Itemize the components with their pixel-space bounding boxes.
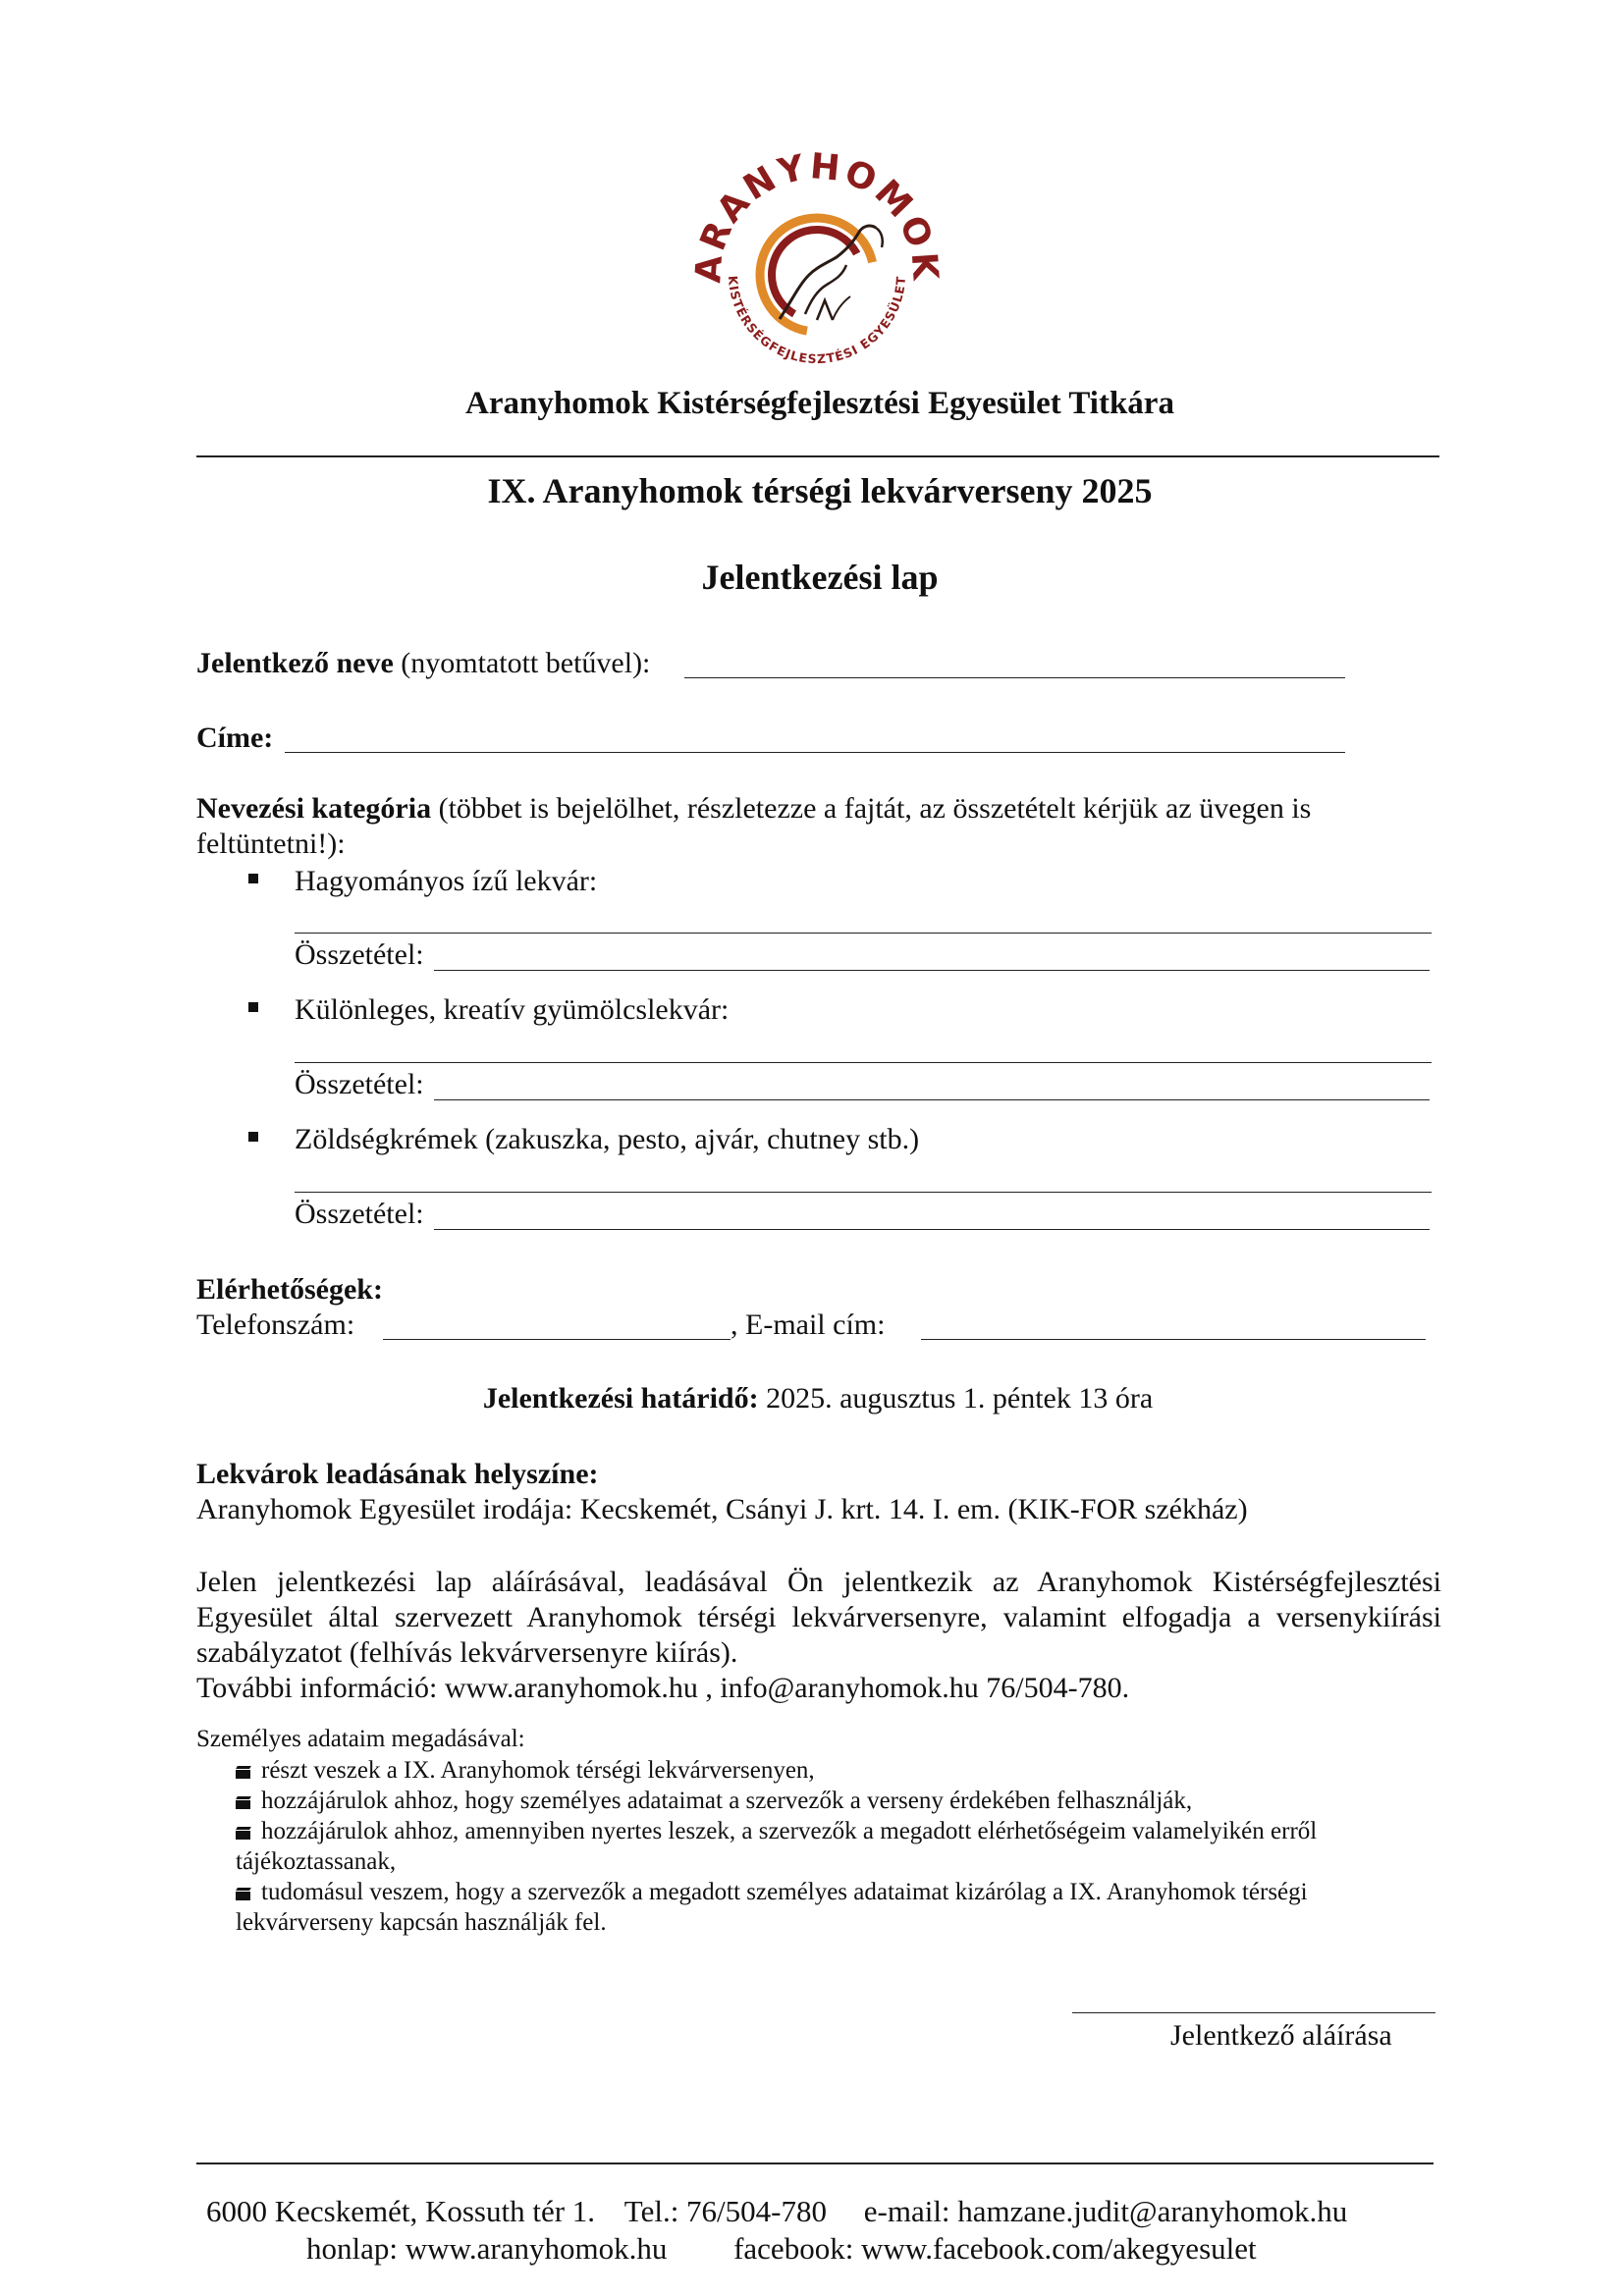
footer-line-1 xyxy=(206,2193,1347,2230)
dropoff-label: Lekvárok leadásának helyszíne: xyxy=(196,1458,599,1490)
category-1-composition-label: Összetétel: xyxy=(295,938,424,971)
clapper-bullet-icon xyxy=(236,1888,251,1900)
category-3-composition-line[interactable] xyxy=(434,1229,1430,1230)
footer-line-2 xyxy=(306,2230,1257,2268)
footer-address: 6000 Kecskemét, Kossuth tér 1. xyxy=(206,2194,596,2228)
signature-line[interactable] xyxy=(1072,2012,1435,2013)
category-3-input-line[interactable] xyxy=(295,1192,1432,1193)
clapper-bullet-icon xyxy=(236,1796,251,1809)
footer-facebook[interactable]: facebook: www.facebook.com/akegyesulet xyxy=(733,2231,1257,2266)
category-label xyxy=(196,791,1443,862)
header-divider xyxy=(196,455,1439,457)
personal-data-item xyxy=(236,1816,1404,1877)
logo-arc-top: ARANYHOMOK xyxy=(689,146,945,285)
dropoff-value: Aranyhomok Egyesület irodája: Kecskemét, Csányi J. krt. 14. I. em. (KIK-FOR székház) xyxy=(196,1493,1248,1525)
deadline-value: 2025. augusztus 1. péntek 13 óra xyxy=(758,1382,1154,1415)
category-2-composition-label: Összetétel: xyxy=(295,1068,424,1100)
personal-data-item xyxy=(236,1877,1365,1938)
personal-data-item-text: tudomásul veszem, hogy a szervezők a megadott személyes adataimat kizárólag a IX. Aranyhomok térségi lekvárverseny kapcsán használják fel. xyxy=(236,1879,1308,1936)
name-field-label xyxy=(196,646,650,681)
logo-graphic xyxy=(689,128,945,373)
org-title: Aranyhomok Kistérségfejlesztési Egyesület Titkára xyxy=(465,386,1174,421)
footer-email: e-mail: hamzane.judit@aranyhomok.hu xyxy=(863,2194,1348,2228)
category-2-composition-line[interactable] xyxy=(434,1099,1430,1100)
personal-data-item-text: hozzájárulok ahhoz, amennyiben nyertes leszek, a szervezők a megadott elérhetőségeim valamelyikén erről tájékoztassanak, xyxy=(236,1818,1318,1875)
name-label-bold: Jelentkező neve xyxy=(196,647,394,679)
category-1-label: Hagyományos ízű lekvár: xyxy=(295,865,598,897)
signature-label: Jelentkező aláírása xyxy=(1170,2019,1392,2052)
email-input-line[interactable] xyxy=(921,1339,1426,1340)
personal-data-item xyxy=(236,1755,1414,1786)
personal-data-item xyxy=(236,1786,1414,1816)
personal-data-list xyxy=(236,1755,1414,1938)
category-label-bold: Nevezési kategória xyxy=(196,792,432,825)
category-1-input-line[interactable] xyxy=(295,933,1432,934)
category-1-bullet xyxy=(248,874,258,883)
deadline-label: Jelentkezési határidő: xyxy=(482,1382,759,1415)
name-input-line[interactable] xyxy=(684,677,1345,678)
deadline xyxy=(196,1381,1439,1416)
footer-website[interactable]: honlap: www.aranyhomok.hu xyxy=(306,2231,668,2266)
category-3-composition-label: Összetétel: xyxy=(295,1198,424,1230)
category-label-rest: (többet is bejelölhet, részletezze a fajtát, az összetételt kérjük az üvegen is feltüntetni!): xyxy=(196,792,1312,860)
address-input-line[interactable] xyxy=(285,752,1345,753)
consent-paragraph: Jelen jelentkezési lap aláírásával, leadásával Ön jelentkezik az Aranyhomok Kistérségfejlesztési Egyesület által szervezett Aranyhomok térségi lekvárversenyre, valamint elfogadja a versenykiírási szabályzatot (felhívás lekvárversenyre kiírás). xyxy=(196,1566,1441,1669)
footer-tel: Tel.: 76/504-780 xyxy=(623,2194,827,2228)
phone-input-line[interactable] xyxy=(383,1339,731,1340)
form-title: Jelentkezési lap xyxy=(701,558,939,597)
personal-data-intro: Személyes adataim megadásával: xyxy=(196,1726,525,1752)
org-logo xyxy=(689,128,945,373)
event-title: IX. Aranyhomok térségi lekvárverseny 2025 xyxy=(487,471,1153,510)
footer-divider xyxy=(196,2163,1434,2164)
category-2-bullet xyxy=(248,1002,258,1012)
personal-data-item-text: részt veszek a IX. Aranyhomok térségi lekvárversenyen, xyxy=(261,1757,815,1784)
svg-text:KISTÉRSÉGFEJLESZTÉSI EGYESÜLET xyxy=(726,275,908,366)
email-label: , E-mail cím: xyxy=(731,1308,886,1341)
category-1-composition-line[interactable] xyxy=(434,970,1430,971)
category-2-label: Különleges, kreatív gyümölcslekvár: xyxy=(295,993,730,1026)
phone-label: Telefonszám: xyxy=(196,1308,355,1341)
personal-data-item-text: hozzájárulok ahhoz, hogy személyes adataimat a szervezők a verseny érdekében felhasználják, xyxy=(261,1788,1193,1814)
address-label: Címe: xyxy=(196,721,274,754)
clapper-bullet-icon xyxy=(236,1766,251,1779)
contacts-label: Elérhetőségek: xyxy=(196,1273,383,1306)
category-3-label: Zöldségkrémek (zakuszka, pesto, ajvár, chutney stb.) xyxy=(295,1123,920,1155)
more-info: További információ: www.aranyhomok.hu , info@aranyhomok.hu 76/504-780. xyxy=(196,1672,1130,1704)
name-label-rest: (nyomtatott betűvel): xyxy=(393,647,651,679)
logo-arc-bottom: KISTÉRSÉGFEJLESZTÉSI EGYESÜLET xyxy=(725,275,909,367)
category-2-input-line[interactable] xyxy=(295,1062,1432,1063)
category-3-bullet xyxy=(248,1132,258,1142)
clapper-bullet-icon xyxy=(236,1827,251,1840)
